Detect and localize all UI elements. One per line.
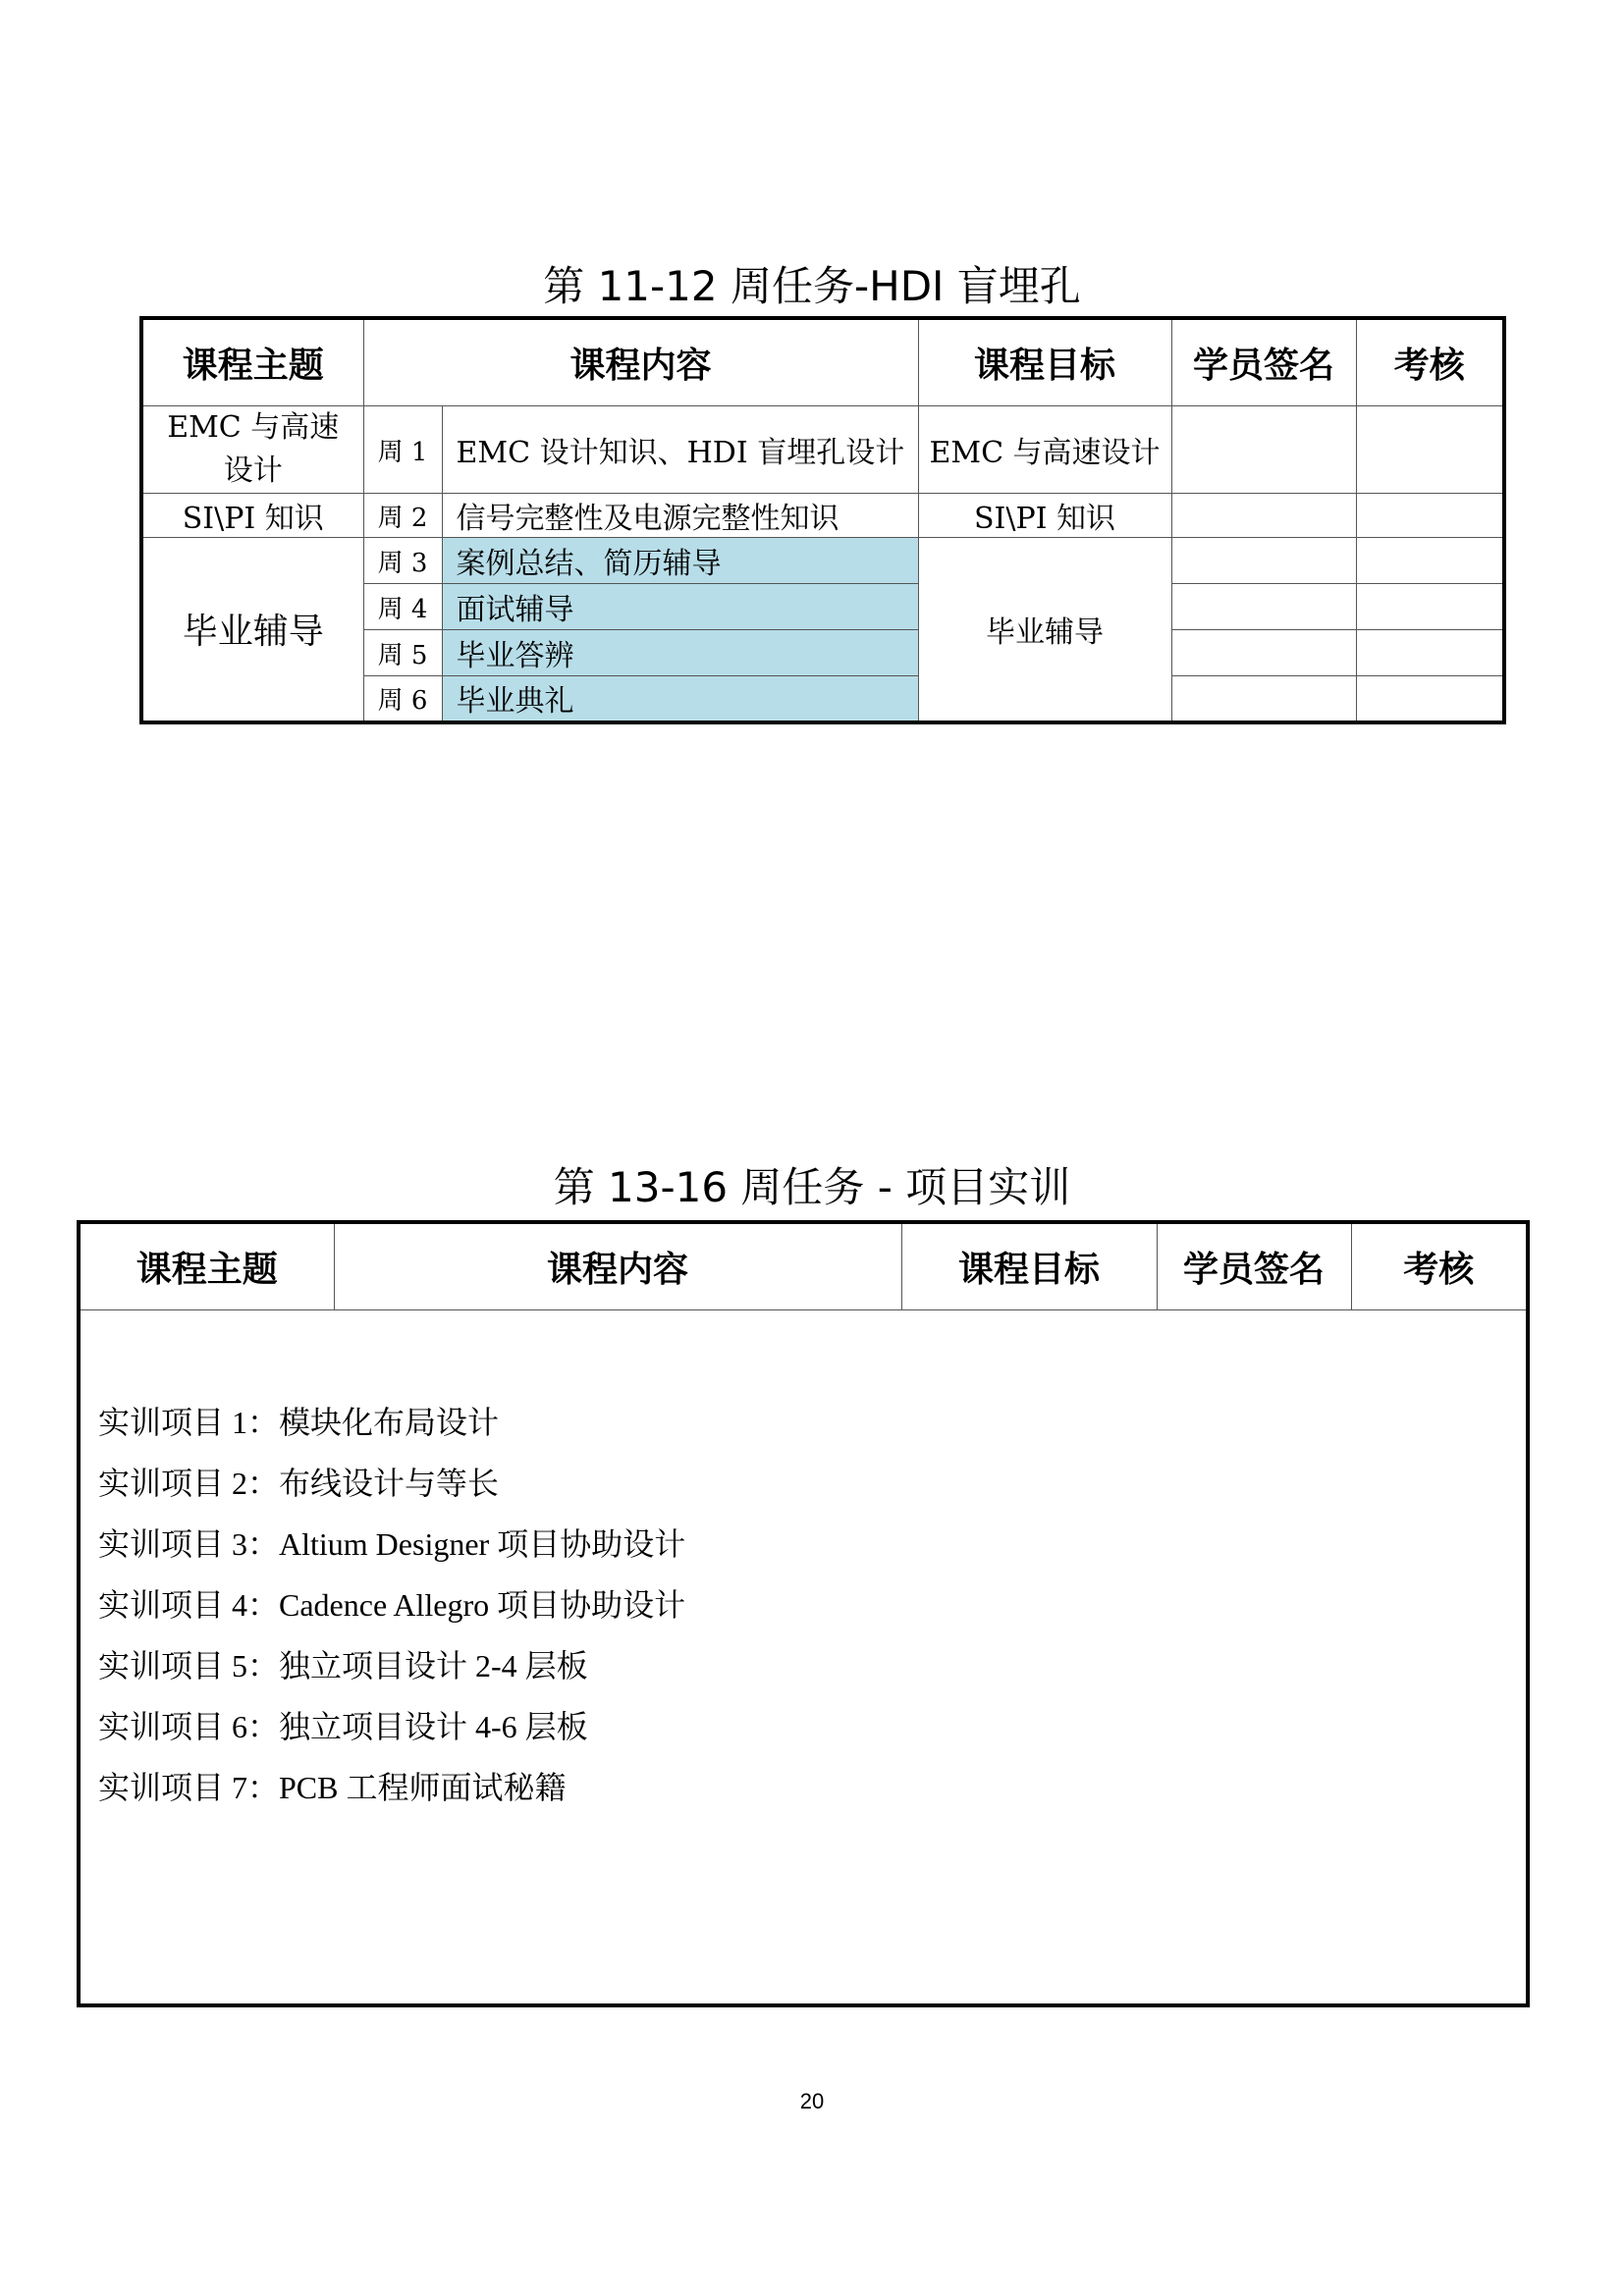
list-item: 实训项目 6：独立项目设计 4-6 层板 [98,1709,588,1744]
signature-cell[interactable] [1171,494,1356,538]
goal-cell: EMC 与高速设计 [918,406,1171,494]
assessment-cell[interactable] [1356,630,1504,676]
header-signature: 学员签名 [1157,1222,1351,1310]
assessment-cell[interactable] [1356,676,1504,722]
signature-cell[interactable] [1171,630,1356,676]
topic-cell: 毕业辅导 [141,538,363,722]
goal-cell: 毕业辅导 [918,538,1171,722]
section1-title: 第 11-12 周任务-HDI 盲埋孔 [543,262,1081,310]
table-row [141,406,1504,494]
week-cell: 周 1 [363,406,442,494]
list-item: 实训项目 5：独立项目设计 2-4 层板 [98,1648,588,1683]
week-11-12-table [139,316,1506,724]
assessment-cell[interactable] [1356,406,1504,494]
content-cell: EMC 设计知识、HDI 盲埋孔设计 [442,406,918,494]
header-topic: 课程主题 [79,1222,334,1310]
week-cell: 周 6 [363,676,442,722]
content-cell: 案例总结、简历辅导 [442,538,918,584]
header-goal: 课程目标 [901,1222,1157,1310]
header-assessment: 考核 [1351,1222,1528,1310]
table-header-row [79,1222,1528,1310]
table-header-row [141,318,1504,406]
week-cell: 周 3 [363,538,442,584]
header-assessment: 考核 [1356,318,1504,406]
training-project-list [98,1392,1526,1818]
list-item: 实训项目 1：模块化布局设计 [98,1405,500,1440]
list-item: 实训项目 4：Cadence Allegro 项目协助设计 [98,1587,686,1623]
signature-cell[interactable] [1171,538,1356,584]
topic-cell: EMC 与高速设计 [141,406,363,494]
signature-cell[interactable] [1171,584,1356,630]
table-row [141,494,1504,538]
week-13-16-table [77,1220,1530,2007]
training-projects-cell [79,1310,1528,2006]
content-cell: 毕业答辨 [442,630,918,676]
header-goal: 课程目标 [918,318,1171,406]
week-cell: 周 2 [363,494,442,538]
header-signature: 学员签名 [1171,318,1356,406]
list-item: 实训项目 3：Altium Designer 项目协助设计 [98,1526,686,1562]
list-item: 实训项目 2：布线设计与等长 [98,1466,500,1501]
signature-cell[interactable] [1171,406,1356,494]
page-number: 20 [799,2089,825,2113]
signature-cell[interactable] [1171,676,1356,722]
list-item: 实训项目 7：PCB 工程师面试秘籍 [98,1770,567,1805]
content-cell: 毕业典礼 [442,676,918,722]
header-content: 课程内容 [334,1222,901,1310]
assessment-cell[interactable] [1356,584,1504,630]
assessment-cell[interactable] [1356,538,1504,584]
table-row [141,538,1504,584]
header-topic: 课程主题 [141,318,363,406]
section2-title: 第 13-16 周任务 - 项目实训 [553,1163,1071,1211]
week-cell: 周 4 [363,584,442,630]
topic-cell: SI\PI 知识 [141,494,363,538]
assessment-cell[interactable] [1356,494,1504,538]
goal-cell: SI\PI 知识 [918,494,1171,538]
content-cell: 信号完整性及电源完整性知识 [442,494,918,538]
week-cell: 周 5 [363,630,442,676]
content-cell: 面试辅导 [442,584,918,630]
header-content: 课程内容 [363,318,918,406]
